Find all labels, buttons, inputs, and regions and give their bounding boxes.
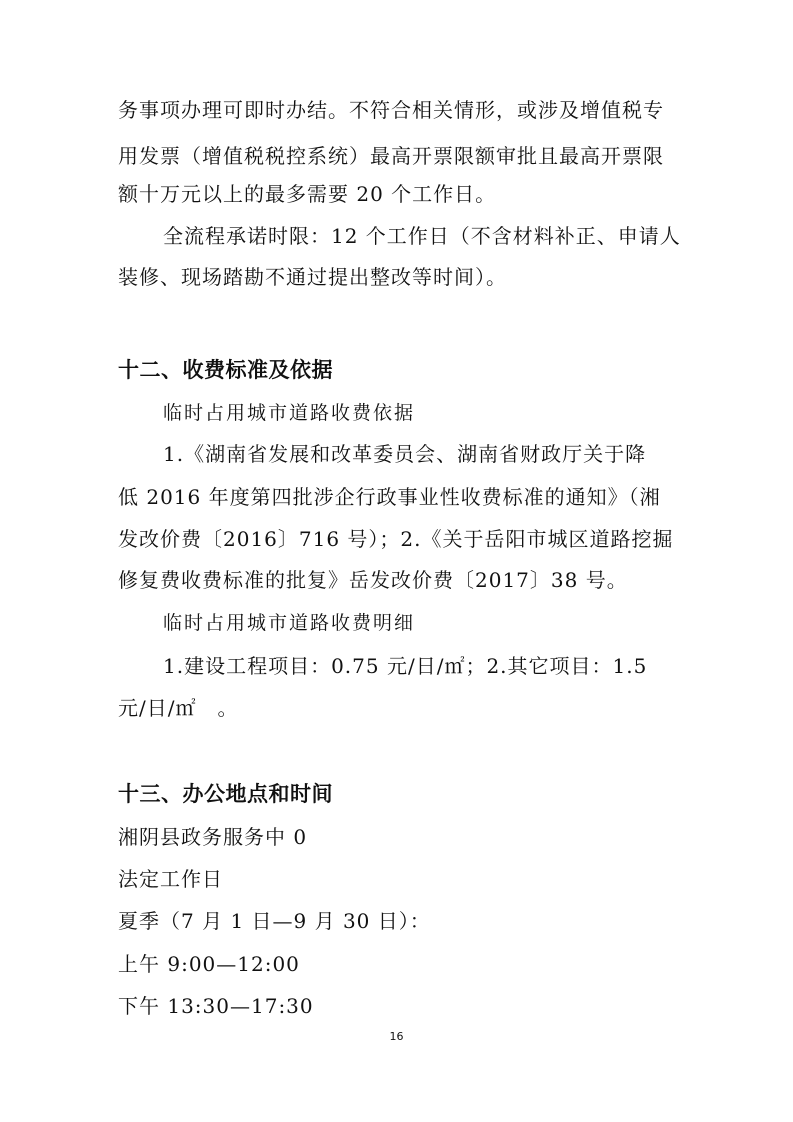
office-line: 上午 9:00—12:00 xyxy=(118,952,300,976)
basis-line: 低 2016 年度第四批涉企行政事业性收费标准的通知》（湘 xyxy=(118,485,661,509)
promise-line: 装修、现场踏勘不通过提出整改等时间）。 xyxy=(118,265,507,289)
paragraph-line: 用发票（增值税税控系统）最高开票限额审批且最高开票限 xyxy=(118,144,664,168)
basis-line: 发改价费〔2016〕716 号）；2.《关于岳阳市城区道路挖掘 xyxy=(118,527,674,551)
basis-title: 临时占用城市道路收费依据 xyxy=(163,402,416,424)
basis-line: 1.《湖南省发展和改革委员会、湖南省财政厅关于降 xyxy=(163,442,647,466)
detail-line: 1.建设工程项目：0.75 元/日/㎡；2.其它项目：1.5 xyxy=(163,654,648,678)
office-line: 法定工作日 xyxy=(118,867,223,891)
office-line: 夏季（7 月 1 日—9 月 30 日）： xyxy=(118,909,431,933)
basis-line: 修复费收费标准的批复》岳发改价费〔2017〕38 号。 xyxy=(118,568,628,592)
paragraph-line: 务事项办理可即时办结。不符合相关情形，或涉及增值税专 xyxy=(118,98,664,122)
office-line: 下午 13:30—17:30 xyxy=(118,994,314,1018)
section-heading-13: 十三、办公地点和时间 xyxy=(118,782,333,806)
detail-line: 元/日/㎡ 。 xyxy=(118,696,239,720)
paragraph-line: 额十万元以上的最多需要 20 个工作日。 xyxy=(118,182,497,206)
section-heading-12: 十二、收费标准及依据 xyxy=(118,358,333,382)
detail-title: 临时占用城市道路收费明细 xyxy=(163,612,416,634)
office-line: 湘阴县政务服务中 0 xyxy=(118,825,308,849)
promise-line: 全流程承诺时限：12 个工作日（不含材料补正、申请人 xyxy=(163,224,681,248)
page-number: 16 xyxy=(389,1030,404,1043)
